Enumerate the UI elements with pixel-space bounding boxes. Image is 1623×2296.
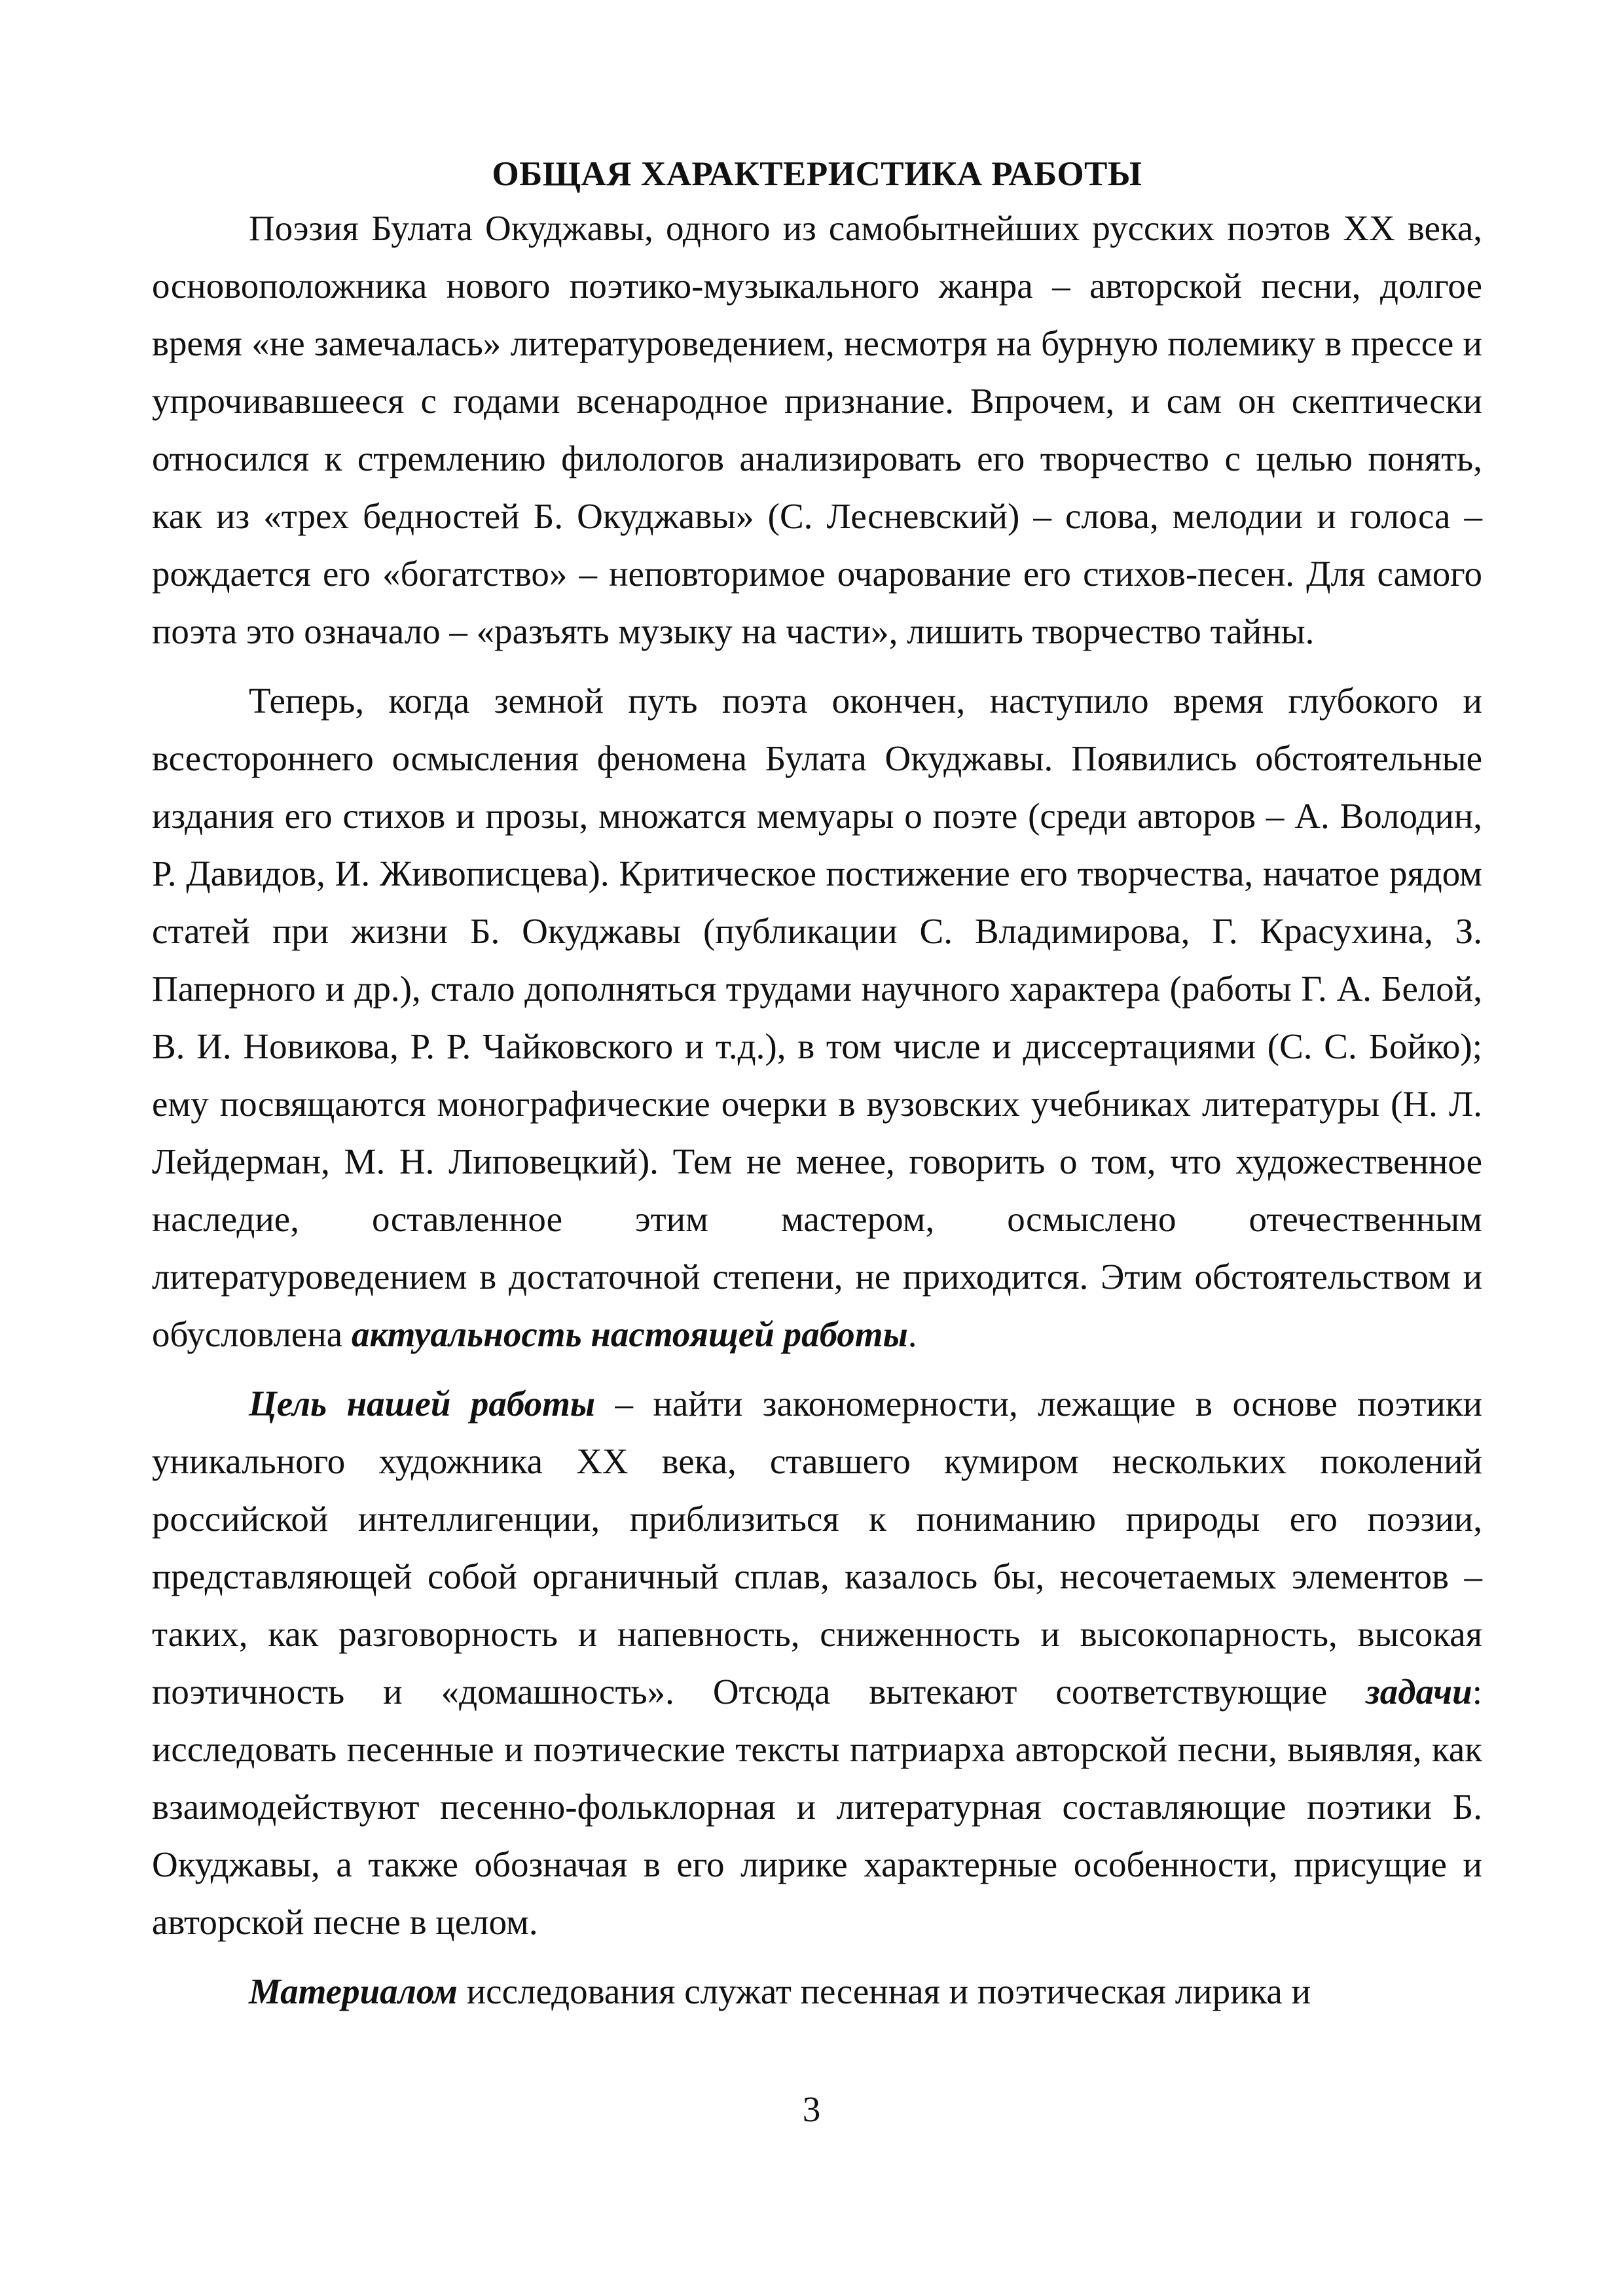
paragraph-goal [152,1375,1482,1951]
document-page [152,154,1482,2020]
paragraph-material [152,1963,1482,2020]
material-text: исследования служат песенная и поэтическая лирика и [458,1971,1311,2011]
section-title: ОБЩАЯ ХАРАКТЕРИСТИКА РАБОТЫ [492,155,1142,193]
paragraph-relevance [152,672,1482,1363]
tasks-text: : исследовать песенные и поэтические тексты патриарха авторской песни, выявляя, как взаимодействуют песенно-фольклорная и литературная составляющие поэтики Б. Окуджавы, а также обозначая в его лирике характерные особенности, присущие и авторской песне в целом. [152,1671,1482,1942]
goal-text: – найти закономерности, лежащие в основе поэтики уникального художника XX века, ставшего кумиром нескольких поколений российской интеллигенции, приблизиться к пониманию природы его поэзии, представляющей собой органичный сплав, казалось бы, несочетаемых элементов – таких, как разговорность и напевность, сниженность и высокопарность, высокая поэтичность и «домашность». Отсюда вытекают соответствующие [152,1383,1482,1712]
paragraph-intro [152,200,1482,660]
relevance-tail: . [907,1314,917,1354]
relevance-emphasis: актуальность настоящей работы [351,1314,908,1354]
paragraph-relevance-text: Теперь, когда земной путь поэта окончен, наступило время глубокого и всестороннего осмысления феномена Булата Окуджавы. Появились обстоятельные издания его стихов и прозы, множатся мемуары о поэте (среди авторов – А. Володин, Р. Давидов, И. Живописцева). Критическое постижение его творчества, начатое рядом статей при жизни Б. Окуджавы (публикации С. Владимирова, Г. Красухина, З. Паперного и др.), стало дополняться трудами научного характера (работы Г. А. Белой, В. И. Новикова, Р. Р. Чайковского и т.д.), в том числе и диссертациями (С. С. Бойко); ему посвящаются монографические очерки в вузовских учебниках литературы (Н. Л. Лейдерман, М. Н. Липовецкий). Тем не менее, говорить о том, что художественное наследие, оставленное этим мастером, осмыслено отечественным литературоведением в достаточной степени, не приходится. Этим обстоятельством и обусловлена [152,680,1482,1354]
tasks-emphasis: задачи [1366,1671,1472,1712]
material-emphasis: Материалом [249,1971,458,2011]
page-number: 3 [802,2089,821,2129]
paragraph-intro-text: Поэзия Булата Окуджавы, одного из самобытнейших русских поэтов XX века, основоположника нового поэтико-музыкального жанра – авторской песни, долгое время «не замечалась» литературоведением, несмотря на бурную полемику в прессе и упрочивавшееся с годами всенародное признание. Впрочем, и сам он скептически относился к стремлению филологов анализировать его творчество с целью понять, как из «трех бедностей Б. Окуджавы» (С. Лесневский) – слова, мелодии и голоса – рождается его «богатство» – неповторимое очарование его стихов-песен. Для самого поэта это означало – «разъять музыку на части», лишить творчество тайны. [152,207,1482,651]
goal-emphasis: Цель нашей работы [249,1383,596,1424]
